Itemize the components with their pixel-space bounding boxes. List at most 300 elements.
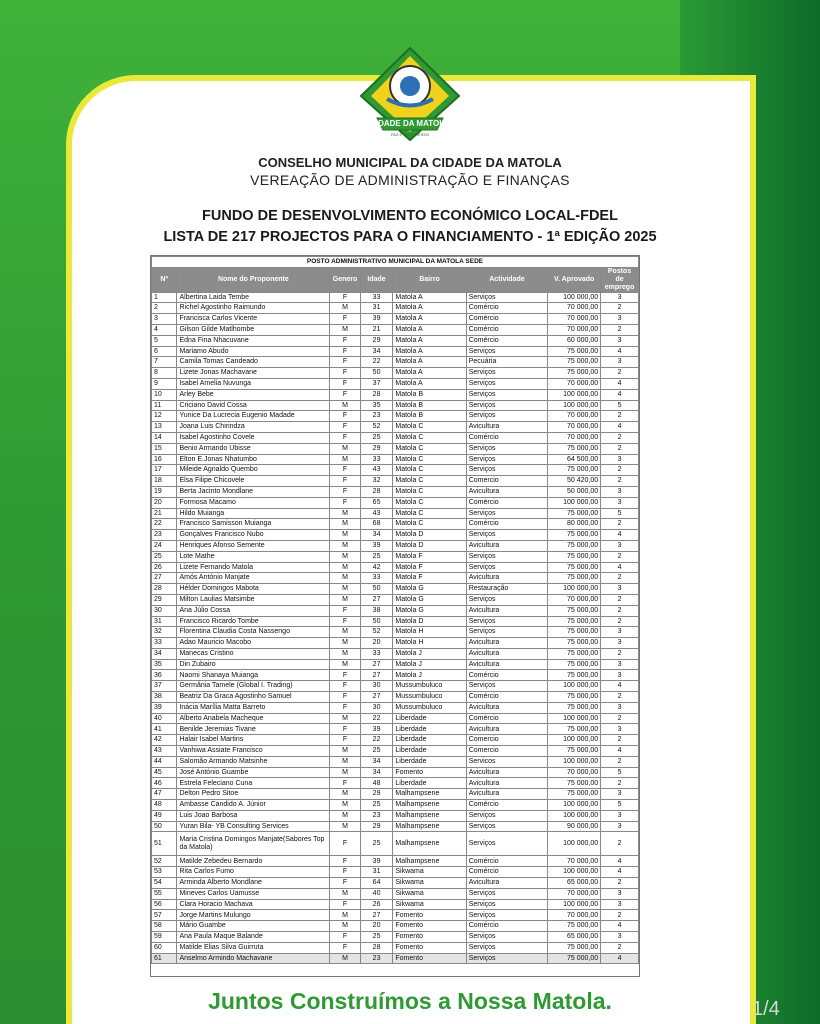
proponent-name-cell: Joana Luis Chirindza [177,422,330,433]
neighborhood-cell: Matola A [393,324,466,335]
neighborhood-cell: Matola J [393,670,466,681]
approved-value-cell: 75 000,00 [548,702,601,713]
approved-value-cell: 100 000,00 [548,681,601,692]
neighborhood-cell: Matola G [393,594,466,605]
age-cell: 31 [360,303,393,314]
age-cell: 27 [360,659,393,670]
activity-cell: Comércio [466,432,547,443]
activity-cell: Comércio [466,497,547,508]
neighborhood-cell: Matola C [393,476,466,487]
approved-value-cell: 70 000,00 [548,910,601,921]
age-cell: 40 [360,888,393,899]
gender-cell: F [330,899,361,910]
neighborhood-cell: Matola D [393,540,466,551]
table-row [152,465,639,476]
neighborhood-cell: Liberdade [393,735,466,746]
table-row [152,335,639,346]
proponent-name-cell: Ana Paula Maque Balande [177,932,330,943]
approved-value-cell: 75 000,00 [548,746,601,757]
neighborhood-cell: Fomento [393,767,466,778]
jobs-cell: 2 [601,910,639,921]
age-cell: 31 [360,867,393,878]
neighborhood-cell: Malhampsene [393,800,466,811]
activity-cell: Serviços [466,832,547,856]
gender-cell: F [330,346,361,357]
row-number-cell: 10 [152,389,177,400]
proponent-name-cell: Maria Cristina Domingos Manjate(Sabores Top da Matola) [177,832,330,856]
age-cell: 25 [360,800,393,811]
approved-value-cell: 70 000,00 [548,411,601,422]
neighborhood-cell: Matola G [393,584,466,595]
activity-cell: Avicultura [466,486,547,497]
activity-cell: Serviços [466,346,547,357]
neighborhood-cell: Matola J [393,648,466,659]
table-row [152,519,639,530]
approved-value-cell: 65 000,00 [548,932,601,943]
table-row [152,724,639,735]
proponent-name-cell: Yunice Da Lucrecia Eugenio Madade [177,411,330,422]
projects-table-container [150,255,640,977]
gender-cell: F [330,486,361,497]
neighborhood-cell: Sikwama [393,899,466,910]
table-row [152,530,639,541]
activity-cell: Avicultura [466,778,547,789]
column-header: Postos de emprego [601,267,639,292]
proponent-name-cell: Matilde Zebedeu Bernardo [177,856,330,867]
activity-cell: Serviços [466,454,547,465]
activity-cell: Serviços [466,368,547,379]
row-number-cell: 5 [152,335,177,346]
neighborhood-cell: Matola C [393,454,466,465]
jobs-cell: 2 [601,551,639,562]
table-row [152,314,639,325]
gender-cell: F [330,476,361,487]
table-row [152,867,639,878]
approved-value-cell: 75 000,00 [548,573,601,584]
row-number-cell: 22 [152,519,177,530]
neighborhood-cell: Liberdade [393,713,466,724]
jobs-cell: 4 [601,953,639,964]
age-cell: 25 [360,551,393,562]
row-number-cell: 39 [152,702,177,713]
gender-cell: F [330,616,361,627]
column-header: V. Aprovado [548,267,601,292]
gender-cell: M [330,573,361,584]
age-cell: 25 [360,932,393,943]
jobs-cell: 4 [601,530,639,541]
proponent-name-cell: Alberto Anabela Macheque [177,713,330,724]
age-cell: 35 [360,400,393,411]
approved-value-cell: 75 000,00 [548,605,601,616]
age-cell: 64 [360,878,393,889]
approved-value-cell: 75 000,00 [548,530,601,541]
gender-cell: M [330,551,361,562]
jobs-cell: 3 [601,292,639,303]
neighborhood-cell: Matola C [393,422,466,433]
activity-cell: Avicultura [466,767,547,778]
proponent-name-cell: Mariamo Abudo [177,346,330,357]
approved-value-cell: 100 000,00 [548,810,601,821]
proponent-name-cell: Luis Joao Barbosa [177,810,330,821]
age-cell: 32 [360,476,393,487]
table-caption: POSTO ADMINISTRATIVO MUNICIPAL DA MATOLA SEDE [152,257,639,268]
row-number-cell: 41 [152,724,177,735]
gender-cell: M [330,953,361,964]
gender-cell: F [330,692,361,703]
row-number-cell: 34 [152,648,177,659]
jobs-cell: 2 [601,832,639,856]
age-cell: 26 [360,899,393,910]
gender-cell: M [330,324,361,335]
age-cell: 34 [360,346,393,357]
neighborhood-cell: Matola A [393,335,466,346]
gender-cell: M [330,800,361,811]
row-number-cell: 19 [152,486,177,497]
age-cell: 29 [360,821,393,832]
gender-cell: F [330,932,361,943]
age-cell: 39 [360,540,393,551]
proponent-name-cell: Lizete Jonas Machavane [177,368,330,379]
proponent-name-cell: Milton Laulias Matsimbe [177,594,330,605]
neighborhood-cell: Matola F [393,551,466,562]
row-number-cell: 48 [152,800,177,811]
gender-cell: F [330,724,361,735]
activity-cell: Comércio [466,303,547,314]
row-number-cell: 40 [152,713,177,724]
approved-value-cell: 50 000,00 [548,486,601,497]
gender-cell: F [330,368,361,379]
approved-value-cell: 100 000,00 [548,389,601,400]
table-row [152,411,639,422]
approved-value-cell: 75 000,00 [548,368,601,379]
approved-value-cell: 70 000,00 [548,324,601,335]
approved-value-cell: 75 000,00 [548,670,601,681]
age-cell: 52 [360,422,393,433]
proponent-name-cell: Yuran Bila- YB Consulting Services [177,821,330,832]
approved-value-cell: 100 000,00 [548,756,601,767]
activity-cell: Avicultura [466,702,547,713]
proponent-name-cell: Gonçalves Francisco Nubo [177,530,330,541]
age-cell: 50 [360,368,393,379]
activity-cell: Serviços [466,681,547,692]
activity-cell: Serviços [466,810,547,821]
neighborhood-cell: Mussumbuluco [393,692,466,703]
table-row [152,856,639,867]
age-cell: 34 [360,767,393,778]
neighborhood-cell: Mussumbuluco [393,681,466,692]
table-row [152,422,639,433]
proponent-name-cell: Jorge Martins Mulungo [177,910,330,921]
activity-cell: Avicultura [466,573,547,584]
neighborhood-cell: Fomento [393,921,466,932]
jobs-cell: 2 [601,476,639,487]
proponent-name-cell: Arminda Alberto Mondlane [177,878,330,889]
approved-value-cell: 65 000,00 [548,878,601,889]
age-cell: 39 [360,724,393,735]
activity-cell: Comercio [466,746,547,757]
neighborhood-cell: Matola H [393,627,466,638]
row-number-cell: 14 [152,432,177,443]
neighborhood-cell: Fomento [393,942,466,953]
activity-cell: Comércio [466,800,547,811]
proponent-name-cell: Mineves Carlos Uamusse [177,888,330,899]
row-number-cell: 23 [152,530,177,541]
age-cell: 20 [360,921,393,932]
age-cell: 25 [360,746,393,757]
jobs-cell: 3 [601,702,639,713]
row-number-cell: 59 [152,932,177,943]
approved-value-cell: 75 000,00 [548,616,601,627]
proponent-name-cell: Francisco Ricardo Tombe [177,616,330,627]
jobs-cell: 4 [601,746,639,757]
proponent-name-cell: José António Guambe [177,767,330,778]
neighborhood-cell: Matola A [393,357,466,368]
neighborhood-cell: Matola B [393,400,466,411]
age-cell: 39 [360,856,393,867]
approved-value-cell: 100 000,00 [548,899,601,910]
proponent-name-cell: Hildo Muianga [177,508,330,519]
proponent-name-cell: Rita Carlos Fumo [177,867,330,878]
jobs-cell: 5 [601,400,639,411]
row-number-cell: 4 [152,324,177,335]
age-cell: 33 [360,648,393,659]
table-row [152,324,639,335]
proponent-name-cell: Anselmo Armindo Machavane [177,953,330,964]
approved-value-cell: 75 000,00 [548,540,601,551]
age-cell: 28 [360,942,393,953]
jobs-cell: 2 [601,443,639,454]
gender-cell: M [330,400,361,411]
jobs-cell: 2 [601,324,639,335]
row-number-cell: 18 [152,476,177,487]
proponent-name-cell: Amós António Manjate [177,573,330,584]
activity-cell: Serviços [466,910,547,921]
neighborhood-cell: Matola A [393,368,466,379]
approved-value-cell: 100 000,00 [548,713,601,724]
neighborhood-cell: Liberdade [393,756,466,767]
approved-value-cell: 80 000,00 [548,519,601,530]
proponent-name-cell: Mileide Agnaldo Quembo [177,465,330,476]
activity-cell: Avicultura [466,878,547,889]
table-row [152,432,639,443]
approved-value-cell: 50 420,00 [548,476,601,487]
age-cell: 22 [360,357,393,368]
gender-cell: F [330,867,361,878]
gender-cell: F [330,411,361,422]
age-cell: 20 [360,638,393,649]
proponent-name-cell: Francisco Samisson Muianga [177,519,330,530]
jobs-cell: 2 [601,368,639,379]
age-cell: 21 [360,324,393,335]
row-number-cell: 31 [152,616,177,627]
approved-value-cell: 70 000,00 [548,314,601,325]
approved-value-cell: 75 000,00 [548,789,601,800]
approved-value-cell: 75 000,00 [548,659,601,670]
row-number-cell: 11 [152,400,177,411]
activity-cell: Comércio [466,519,547,530]
neighborhood-cell: Sikwama [393,888,466,899]
proponent-name-cell: Formosa Macamo [177,497,330,508]
age-cell: 27 [360,910,393,921]
age-cell: 27 [360,670,393,681]
approved-value-cell: 64 500,00 [548,454,601,465]
proponent-name-cell: Naomi Shanaya Muianga [177,670,330,681]
jobs-cell: 2 [601,756,639,767]
activity-cell: Serviços [466,292,547,303]
table-row [152,594,639,605]
neighborhood-cell: Sikwama [393,878,466,889]
activity-cell: Avicultura [466,540,547,551]
jobs-cell: 2 [601,648,639,659]
gender-cell: F [330,681,361,692]
neighborhood-cell: Matola C [393,519,466,530]
footer-slogan: Juntos Construímos a Nossa Matola. [208,988,612,1014]
age-cell: 38 [360,605,393,616]
neighborhood-cell: Fomento [393,910,466,921]
proponent-name-cell: Germânia Tamele (Global I. Trading) [177,681,330,692]
table-row [152,681,639,692]
neighborhood-cell: Matola C [393,432,466,443]
proponent-name-cell: Camila Tomas Candeado [177,357,330,368]
neighborhood-cell: Matola C [393,486,466,497]
age-cell: 42 [360,562,393,573]
age-cell: 25 [360,432,393,443]
table-row [152,648,639,659]
proponent-name-cell: Halair Isabel Martins [177,735,330,746]
approved-value-cell: 100 000,00 [548,584,601,595]
activity-cell: Serviços [466,616,547,627]
table-row [152,292,639,303]
proponent-name-cell: Isabel Agostinho Covele [177,432,330,443]
neighborhood-cell: Matola A [393,292,466,303]
column-header: Actividade [466,267,547,292]
gender-cell: F [330,314,361,325]
proponent-name-cell: Hélder Domingos Mabota [177,584,330,595]
row-number-cell: 45 [152,767,177,778]
proponent-name-cell: Edna Fina Nhacuvane [177,335,330,346]
row-number-cell: 32 [152,627,177,638]
age-cell: 43 [360,508,393,519]
row-number-cell: 47 [152,789,177,800]
age-cell: 50 [360,616,393,627]
activity-cell: Serviços [466,389,547,400]
approved-value-cell: 100 000,00 [548,832,601,856]
jobs-cell: 3 [601,932,639,943]
activity-cell: Serviços [466,378,547,389]
age-cell: 33 [360,292,393,303]
proponent-name-cell: Albertina Laida Tembe [177,292,330,303]
jobs-cell: 2 [601,594,639,605]
neighborhood-cell: Matola B [393,389,466,400]
jobs-cell: 3 [601,670,639,681]
table-row [152,888,639,899]
neighborhood-cell: Malhampsene [393,832,466,856]
activity-cell: Serviços [466,562,547,573]
activity-cell: Serviços [466,888,547,899]
approved-value-cell: 100 000,00 [548,400,601,411]
gender-cell: F [330,878,361,889]
neighborhood-cell: Malhampsene [393,789,466,800]
row-number-cell: 37 [152,681,177,692]
table-row [152,562,639,573]
activity-cell: Serviços [466,551,547,562]
table-row [152,910,639,921]
age-cell: 30 [360,681,393,692]
list-title: LISTA DE 217 PROJECTOS PARA O FINANCIAMENTO - 1ª EDIÇÃO 2025 [163,229,657,245]
fund-title: FUNDO DE DESENVOLVIMENTO ECONÓMICO LOCAL-FDEL [202,208,618,224]
gender-cell: M [330,767,361,778]
approved-value-cell: 75 000,00 [548,778,601,789]
approved-value-cell: 70 000,00 [548,422,601,433]
jobs-cell: 4 [601,867,639,878]
jobs-cell: 3 [601,314,639,325]
proponent-name-cell: Benio Armando Ubisse [177,443,330,454]
jobs-cell: 3 [601,497,639,508]
jobs-cell: 2 [601,713,639,724]
row-number-cell: 56 [152,899,177,910]
jobs-cell: 3 [601,821,639,832]
approved-value-cell: 100 000,00 [548,735,601,746]
matola-city-logo [357,44,463,142]
activity-cell: Servicos [466,756,547,767]
activity-cell: Serviços [466,465,547,476]
gender-cell: F [330,497,361,508]
jobs-cell: 2 [601,735,639,746]
neighborhood-cell: Sikwama [393,867,466,878]
row-number-cell: 20 [152,497,177,508]
department-title: VEREAÇÃO DE ADMINISTRAÇÃO E FINANÇAS [250,172,570,188]
approved-value-cell: 100 000,00 [548,867,601,878]
proponent-name-cell: Estrela Feleciano Cuna [177,778,330,789]
row-number-cell: 13 [152,422,177,433]
proponent-name-cell: Clara Horacio Machava [177,899,330,910]
row-number-cell: 1 [152,292,177,303]
table-row [152,486,639,497]
proponent-name-cell: Elton E.Jonas Nhatumbo [177,454,330,465]
activity-cell: Serviços [466,530,547,541]
table-row [152,400,639,411]
activity-cell: Serviços [466,508,547,519]
neighborhood-cell: Liberdade [393,724,466,735]
gender-cell: M [330,659,361,670]
approved-value-cell: 75 000,00 [548,357,601,368]
gender-cell: M [330,443,361,454]
row-number-cell: 55 [152,888,177,899]
approved-value-cell: 75 000,00 [548,551,601,562]
column-header: Nome do Proponente [177,267,330,292]
jobs-cell: 2 [601,692,639,703]
approved-value-cell: 70 000,00 [548,432,601,443]
age-cell: 22 [360,713,393,724]
gender-cell: M [330,540,361,551]
age-cell: 34 [360,530,393,541]
proponent-name-cell: Matilde Elias Silva Guirruta [177,942,330,953]
proponent-name-cell: Criciano David Cossa [177,400,330,411]
age-cell: 23 [360,411,393,422]
proponent-name-cell: Francisca Carlos Vicente [177,314,330,325]
gender-cell: F [330,335,361,346]
age-cell: 33 [360,454,393,465]
activity-cell: Avicultura [466,422,547,433]
jobs-cell: 5 [601,508,639,519]
gender-cell: F [330,605,361,616]
row-number-cell: 61 [152,953,177,964]
jobs-cell: 4 [601,346,639,357]
table-row [152,821,639,832]
gender-cell: M [330,508,361,519]
proponent-name-cell: Inácia Marília Matta Barreto [177,702,330,713]
age-cell: 27 [360,692,393,703]
